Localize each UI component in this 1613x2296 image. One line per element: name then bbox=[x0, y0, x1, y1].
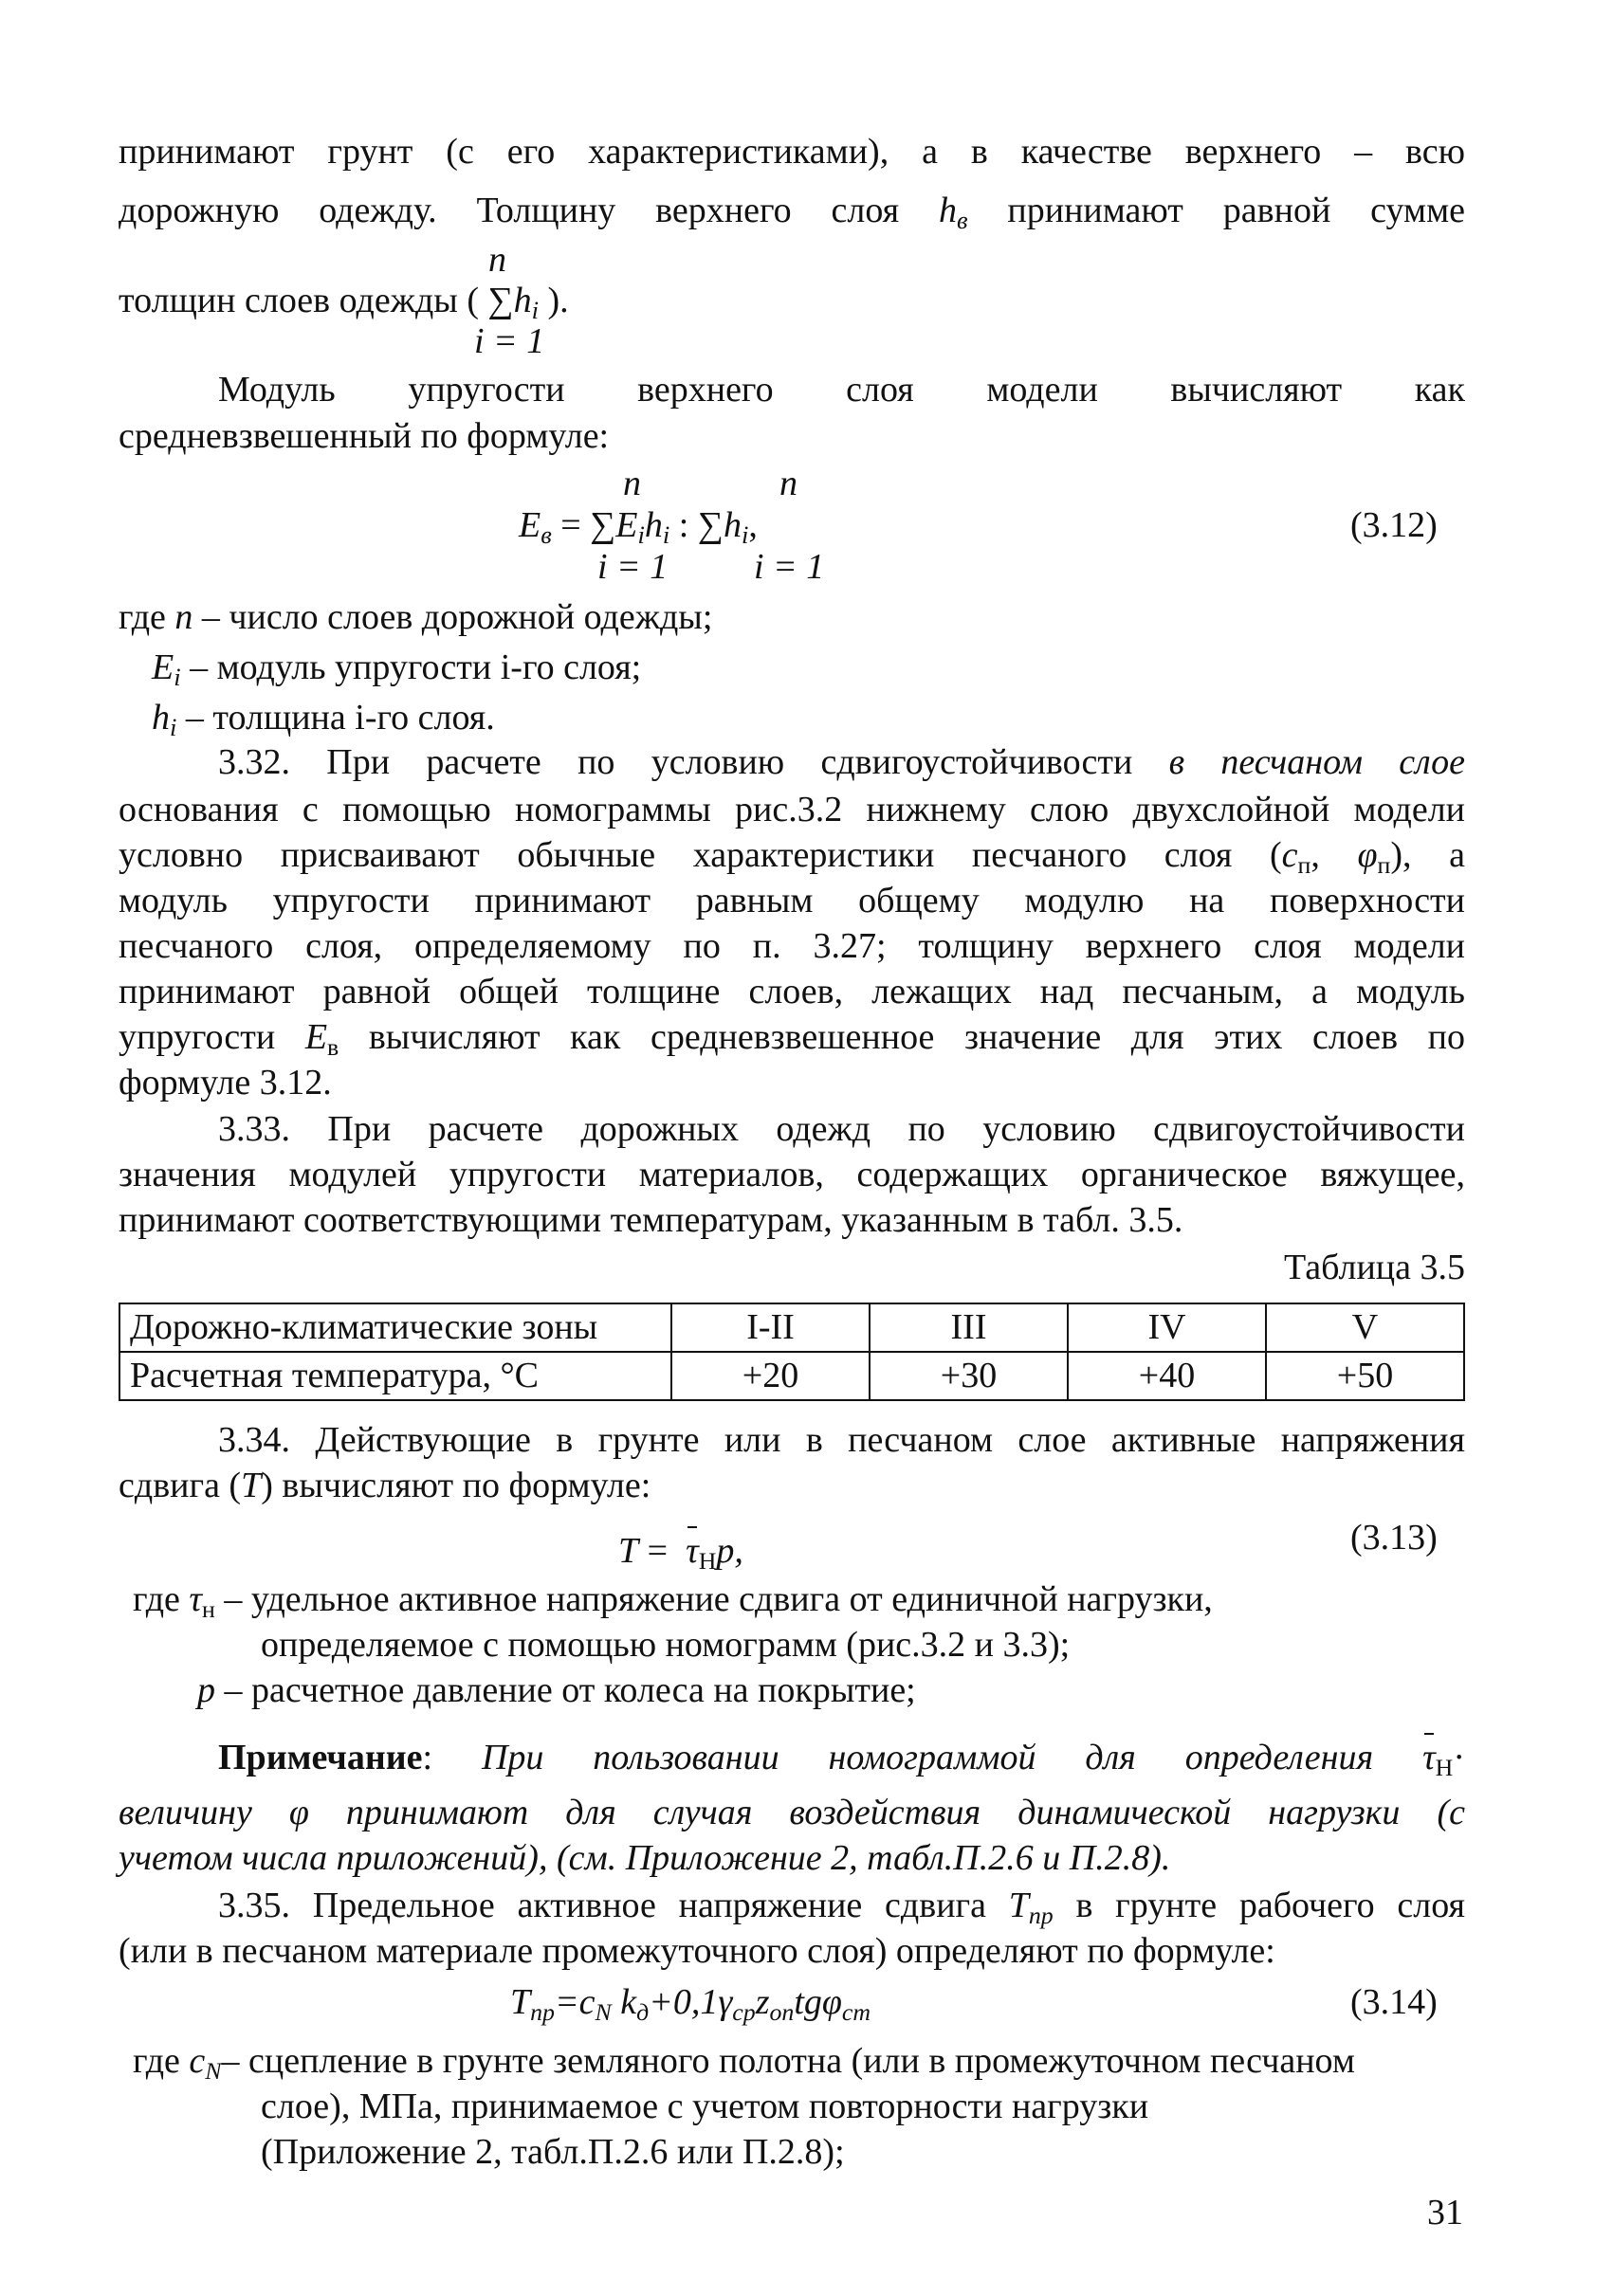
table-row bbox=[119, 1352, 1464, 1400]
paragraph-3-34: 3.34. Действующие в грунте или в песчаном слое активные напряжения bbox=[218, 1420, 1465, 1460]
table-cell: Расчетная температура, °С bbox=[119, 1352, 671, 1400]
paragraph-line: принимают равной общей толщине слоев, лежащих над песчаным, а модуль bbox=[119, 972, 1465, 1011]
table-cell: I-II bbox=[671, 1303, 870, 1352]
table-caption: Таблица 3.5 bbox=[1283, 1248, 1465, 1287]
paragraph-line: формуле 3.12. bbox=[119, 1063, 332, 1102]
definition-c-cont: (Приложение 2, табл.П.2.6 или П.2.8); bbox=[261, 2132, 845, 2172]
paragraph-line: величину φ принимают для случая воздействия динамической нагрузки (с bbox=[119, 1793, 1465, 1832]
paragraph-line: (или в песчаном материале промежуточного слоя) определяют по формуле: bbox=[119, 1931, 1275, 1971]
paragraph-line: песчаного слоя, определяемому по п. 3.27; толщину верхнего слоя модели bbox=[119, 926, 1465, 966]
note-label: Примечание bbox=[218, 1738, 423, 1777]
paragraph-line: основания с помощью номограммы рис.3.2 нижнему слою двухслойной модели bbox=[119, 790, 1465, 829]
equation-3-14: Tпр=cN kд+0,1γсрzопtgφст bbox=[510, 1982, 871, 2027]
sum-lower-limit: i = 1 bbox=[474, 321, 545, 361]
paragraph-line: принимают соответствующими температурам, указанным в табл. 3.5. bbox=[119, 1200, 1183, 1240]
table-cell: +20 bbox=[671, 1352, 870, 1400]
paragraph-3-35: 3.35. Предельное активное напряжение сдвига Tпр в грунте рабочего слоя bbox=[218, 1886, 1466, 1930]
table-cell: V bbox=[1266, 1303, 1464, 1352]
paragraph-line: упругости Eв вычисляют как средневзвешенное значение для этих слоев по bbox=[119, 1017, 1466, 1062]
definition-c: где cN– сцепление в грунте земляного полотна (или в промежуточном песчаном bbox=[133, 2041, 1355, 2086]
table-cell: III bbox=[870, 1303, 1068, 1352]
paragraph-line: принимают грунт (с его характеристиками), а в качестве верхнего – всю bbox=[119, 132, 1465, 172]
equation-3-12: Eв = ∑Eihi : ∑hi, bbox=[519, 505, 758, 549]
sum-upper-limit: n bbox=[488, 240, 506, 280]
definition-p: p – расчетное давление от колеса на покрытие; bbox=[197, 1670, 916, 1710]
equation-number: (3.13) bbox=[1350, 1518, 1438, 1558]
table-cell: +30 bbox=[870, 1352, 1068, 1400]
equation-number: (3.12) bbox=[1350, 505, 1438, 545]
table-row bbox=[119, 1303, 1464, 1352]
definition-tau-cont: определяемое с помощью номограмм (рис.3.2 и 3.3); bbox=[261, 1625, 1071, 1665]
paragraph-line: значения модулей упругости материалов, содержащих органическое вяжущее, bbox=[119, 1155, 1465, 1194]
table-cell: IV bbox=[1068, 1303, 1266, 1352]
paragraph-line: сдвига (T) вычисляют по формуле: bbox=[119, 1466, 651, 1505]
paragraph-line: учетом числа приложений), (см. Приложение 2, табл.П.2.6 и П.2.8). bbox=[119, 1838, 1171, 1878]
equation-3-13: T = τНp, bbox=[618, 1528, 743, 1577]
climate-zones-table bbox=[119, 1303, 1465, 1401]
paragraph-line: дорожную одежду. Толщину верхнего слоя hв принимают равной сумме bbox=[119, 191, 1465, 234]
page-number: 31 bbox=[1427, 2193, 1463, 2232]
sum-lower-limit: i = 1 bbox=[597, 547, 669, 587]
definition-h: hi – толщина i-го слоя. bbox=[152, 698, 495, 741]
paragraph-3-32: 3.32. При расчете по условию сдвигоустойчивости в песчаном слое bbox=[218, 742, 1465, 782]
paragraph-line: условно присваивают обычные характеристики песчаного слоя (cп, φп), а bbox=[119, 835, 1465, 880]
table-cell: Дорожно-климатические зоны bbox=[119, 1303, 671, 1352]
paragraph-line: модуль упругости принимают равным общему модулю на поверхности bbox=[119, 881, 1465, 920]
equation-number: (3.14) bbox=[1350, 1982, 1438, 2022]
definition-n: где n – число слоев дорожной одежды; bbox=[119, 597, 713, 637]
sum-upper-limit: n bbox=[779, 464, 797, 503]
paragraph-3-33: 3.33. При расчете дорожных одежд по условию сдвигоустойчивости bbox=[218, 1109, 1465, 1149]
table-cell: +50 bbox=[1266, 1352, 1464, 1400]
sum-upper-limit: n bbox=[623, 464, 641, 503]
paragraph-line: толщин слоев одежды ( ∑hi ). bbox=[119, 281, 569, 324]
sum-lower-limit: i = 1 bbox=[754, 547, 825, 587]
paragraph-line: Модуль упругости верхнего слоя модели вычисляют как bbox=[218, 370, 1465, 410]
definition-e: Ei – модуль упругости i-го слоя; bbox=[152, 647, 642, 691]
definition-c-cont: слое), МПа, принимаемое с учетом повторности нагрузки bbox=[261, 2086, 1149, 2126]
paragraph-line: средневзвешенный по формуле: bbox=[119, 416, 610, 456]
note-block: Примечание: При пользовании номограммой для определения τН· bbox=[218, 1735, 1465, 1784]
table-cell: +40 bbox=[1068, 1352, 1266, 1400]
definition-tau: где τн – удельное активное напряжение сдвига от единичной нагрузки, bbox=[133, 1579, 1213, 1624]
